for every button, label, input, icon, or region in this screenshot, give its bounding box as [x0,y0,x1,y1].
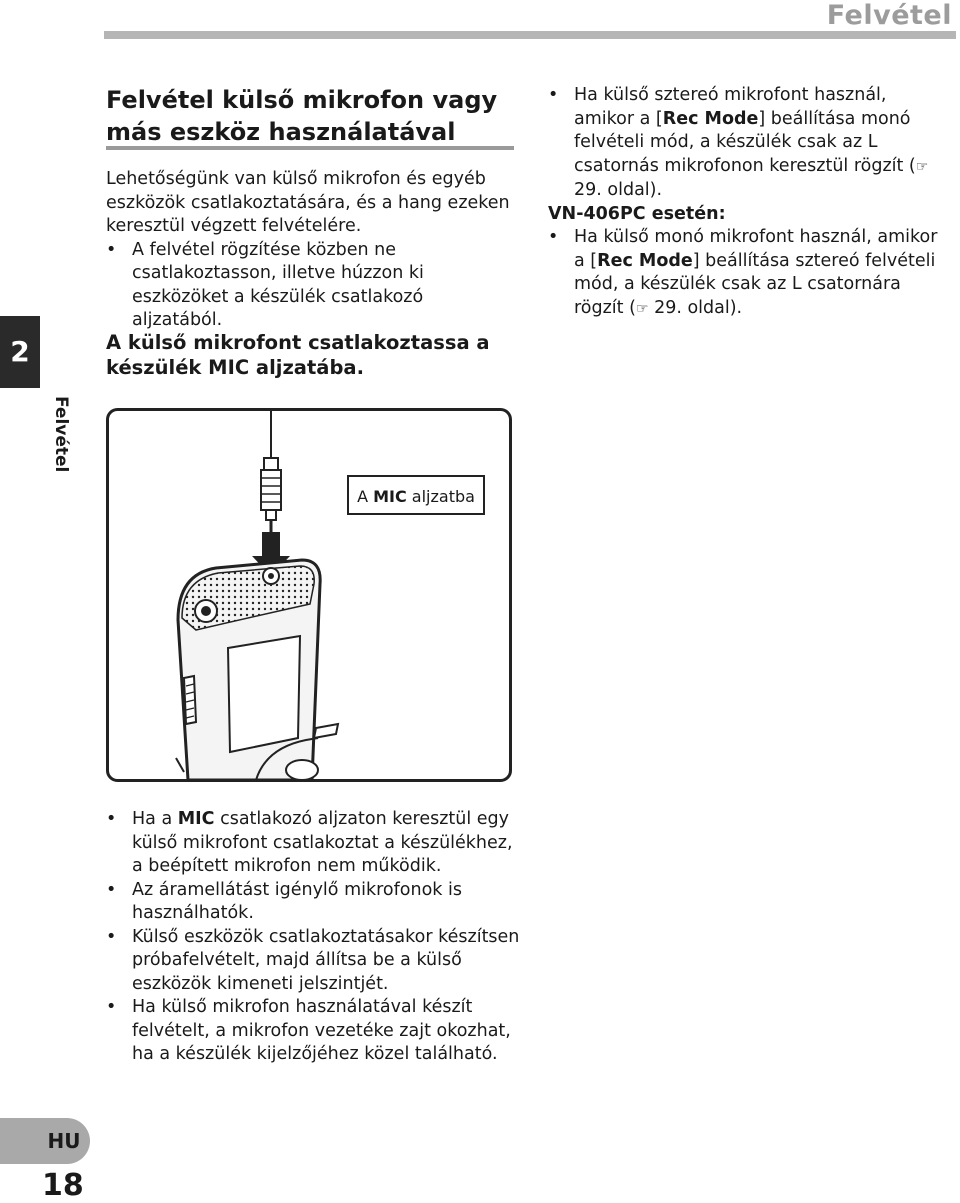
mic-callout-label: A MIC aljzatba [357,487,475,506]
right-column [548,84,948,321]
step-instruction: A külső mikrofont csatlakoztassa a készülék MIC aljzatába. [106,331,490,379]
section-title-rule [106,146,514,150]
recorder-drawing [106,408,512,782]
chapter-side-label [44,396,76,476]
note-text: Külső eszközök csatlakoztatásakor készítsen próbafelvételt, majd állítsa be a külső eszközök kimeneti jelszintjét. [132,926,520,994]
chapter-number-tab: 2 [0,316,40,388]
header-title: Felvétel [826,0,952,31]
chapter-side-label-text: Felvétel [51,396,71,473]
note-text: Az áramellátást igénylő mikrofonok is használhatók. [132,879,462,923]
note-item [106,926,526,997]
note-text: ] beállítása monó felvételi mód, a készülék csak az L csatornás mikrofonon keresztül rögzít ( [574,108,916,176]
page-reference-link[interactable]: 29. oldal). [574,180,663,200]
model-subheading: VN-406PC esetén: [548,203,726,224]
page-reference-icon: ☞ [635,300,649,317]
note-text: Ha külső mikrofon használatával készít felvételt, a mikrofon vezetéke zajt okozhat, ha a készülék kijelzőjéhez közel található. [132,997,511,1064]
note-item [106,879,526,926]
note-item [106,808,526,879]
intro-paragraph: Lehetőségünk van külső mikrofon és egyéb eszközök csatlakoztatására, és a hang ezeken keresztül végzett felvételére. [106,169,510,236]
note-item [106,996,526,1067]
note-text: Ha külső monó mikrofont használ, amikor a [ [574,227,938,271]
intro-bullet: • A felvétel rögzítése közben ne csatlakoztasson, illetve húzzon ki eszközöket a készülék csatlakozó aljzatából. [106,239,516,333]
mic-callout [348,476,484,514]
note-text: Ha a [132,809,178,829]
rec-mode-label: Rec Mode [597,250,693,271]
page-reference-link[interactable]: 29. oldal). [654,297,743,318]
note-text: ] beállítása sztereó felvételi mód, a készülék csak az L csatornára rögzít ( [574,250,936,318]
intro-block [106,168,516,333]
note-text: csatlakozó aljzaton keresztül egy külső mikrofont csatlakoztat a készülékhez, a beépített mikrofon nem működik. [132,809,513,876]
stereo-mic-note [548,84,948,203]
mono-mic-note [548,226,948,321]
device-illustration [106,408,512,782]
note-text: Ha külső sztereó mikrofont használ, amikor a [ [574,85,887,129]
language-badge: HU [38,1118,90,1164]
section-title: Felvétel külső mikrofon vagy más eszköz használatával [106,86,498,146]
header-rule [104,31,956,39]
rec-mode-label: Rec Mode [662,108,759,129]
mic-label: MIC [177,809,215,829]
notes-list [106,808,526,1067]
page-number: 18 [42,1168,84,1203]
page-reference-icon: ☞ [915,158,929,175]
recorder-body [176,560,338,780]
